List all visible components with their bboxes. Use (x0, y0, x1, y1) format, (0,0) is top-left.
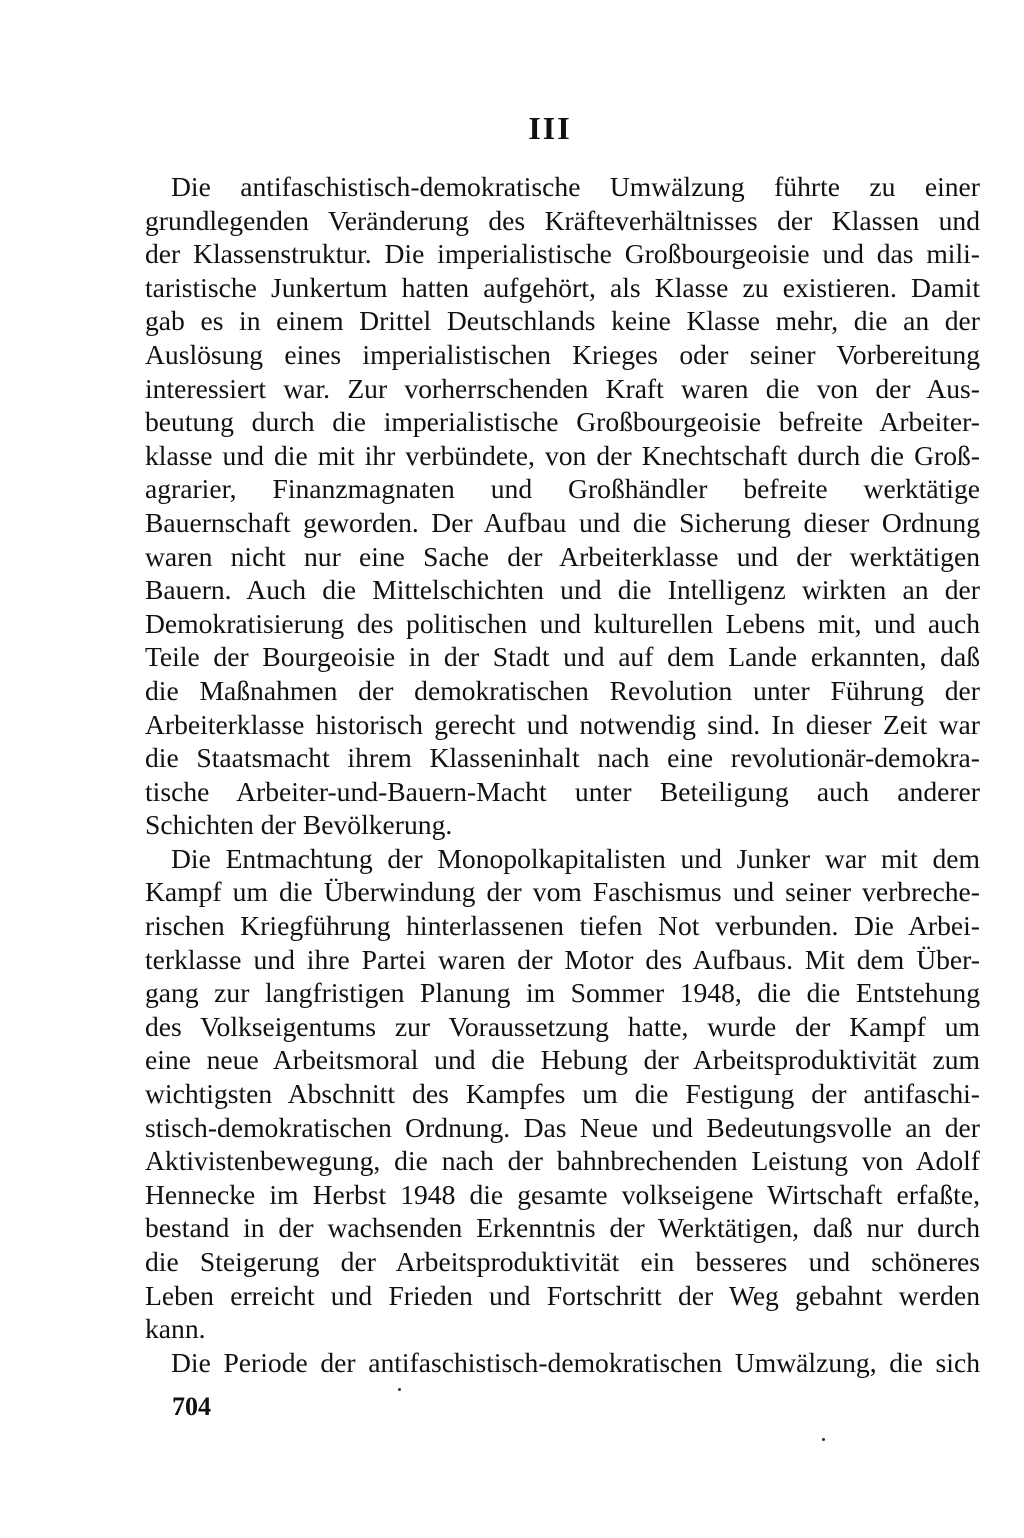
chapter-heading: III (528, 110, 572, 146)
text-line: wichtigsten Abschnitt des Kampfes um die Festigung der antifaschi- (145, 1078, 980, 1110)
print-speck (822, 1438, 825, 1441)
text-line: interessiert war. Zur vorherrschenden Kraft waren die von der Aus- (145, 372, 980, 404)
text-line: Hennecke im Herbst 1948 die gesamte volkseigene Wirtschaft erfaßte, (145, 1178, 980, 1210)
text-line: Auslösung eines imperialistischen Krieges oder seiner Vorbereitung (145, 338, 980, 370)
text-line: tische Arbeiter-und-Bauern-Macht unter Beteiligung auch anderer (145, 775, 980, 807)
text-line: die Maßnahmen der demokratischen Revolution unter Führung der (145, 674, 980, 706)
text-line: terklasse und ihre Partei waren der Motor des Aufbaus. Mit dem Über- (145, 943, 980, 975)
text-line: Leben erreicht und Frieden und Fortschritt der Weg gebahnt werden (145, 1279, 980, 1311)
text-line: gab es in einem Drittel Deutschlands keine Klasse mehr, die an der (145, 305, 980, 337)
text-line: Kampf um die Überwindung der vom Faschismus und seiner verbreche- (145, 876, 980, 908)
text-line: des Volkseigentums zur Voraussetzung hatte, wurde der Kampf um (145, 1010, 980, 1042)
text-line: Teile der Bourgeoisie in der Stadt und auf dem Lande erkannten, daß (145, 641, 980, 673)
text-line: Arbeiterklasse historisch gerecht und notwendig sind. In dieser Zeit war (145, 708, 980, 740)
text-line: kann. (145, 1313, 206, 1345)
body-text (145, 170, 980, 1379)
text-line: Die Entmachtung der Monopolkapitalisten und Junker war mit dem (171, 842, 980, 874)
text-line: agrarier, Finanzmagnaten und Großhändler befreite werktätige (145, 473, 980, 505)
text-line: eine neue Arbeitsmoral und die Hebung der Arbeitsproduktivität zum (145, 1044, 980, 1076)
text-line: taristische Junkertum hatten aufgehört, als Klasse zu existieren. Damit (145, 271, 980, 303)
text-line: waren nicht nur eine Sache der Arbeiterklasse und der werktätigen (145, 540, 980, 572)
text-line: Demokratisierung des politischen und kulturellen Lebens mit, und auch (145, 607, 980, 639)
text-line: klasse und die mit ihr verbündete, von der Knechtschaft durch die Groß- (145, 439, 980, 471)
text-line: bestand in der wachsenden Erkenntnis der Werktätigen, daß nur durch (145, 1212, 980, 1244)
text-line: Die antifaschistisch-demokratische Umwälzung führte zu einer (171, 171, 980, 202)
text-line: gang zur langfristigen Planung im Sommer 1948, die die Entstehung (145, 977, 980, 1009)
print-speck (398, 1388, 401, 1391)
text-line: die Staatsmacht ihrem Klasseninhalt nach eine revolutionär-demokra- (145, 742, 980, 774)
page-number: 704 (172, 1392, 211, 1421)
text-line: der Klassenstruktur. Die imperialistische Großbourgeoisie und das mili- (145, 238, 980, 270)
text-line: Bauern. Auch die Mittelschichten und die Intelligenz wirkten an der (145, 574, 980, 606)
text-line: Die Periode der antifaschistisch-demokratischen Umwälzung, die sich (171, 1346, 980, 1378)
text-line: grundlegenden Veränderung des Kräfteverhältnisses der Klassen und (145, 204, 980, 236)
text-line: beutung durch die imperialistische Großbourgeoisie befreite Arbeiter- (145, 406, 980, 438)
text-line: Schichten der Bevölkerung. (145, 809, 453, 841)
text-line: rischen Kriegführung hinterlassenen tiefen Not verbunden. Die Arbei- (145, 910, 980, 942)
text-line: stisch-demokratischen Ordnung. Das Neue und Bedeutungsvolle an der (145, 1111, 980, 1143)
text-line: die Steigerung der Arbeitsproduktivität ein besseres und schöneres (145, 1246, 980, 1277)
text-line: Aktivistenbewegung, die nach der bahnbrechenden Leistung von Adolf (145, 1145, 980, 1177)
text-line: Bauernschaft geworden. Der Aufbau und die Sicherung dieser Ordnung (145, 506, 980, 538)
